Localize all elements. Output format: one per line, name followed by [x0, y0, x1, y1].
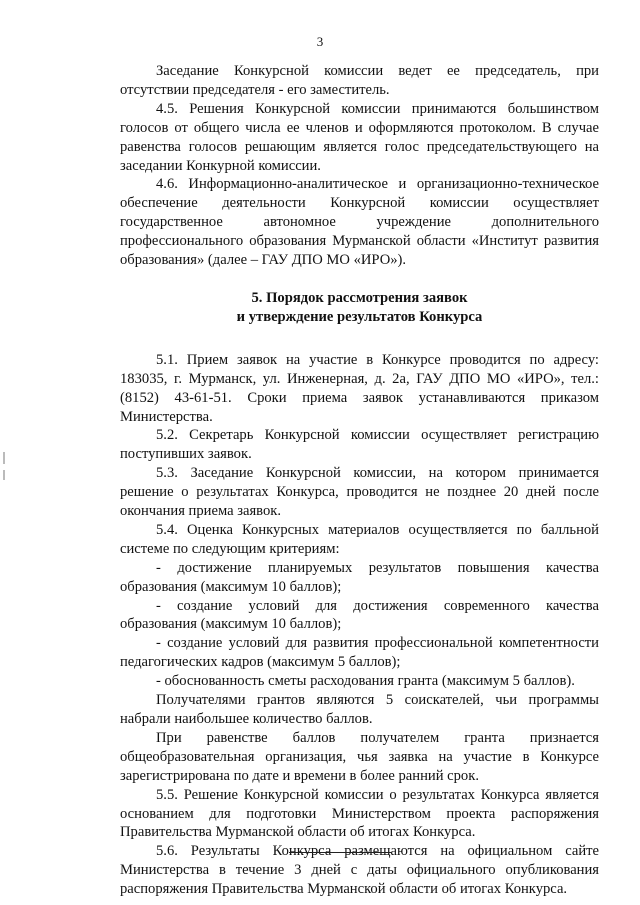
paragraph: 5.3. Заседание Конкурсной комиссии, на котором принимается решение о результатах Конкурса, проводится не позднее 20 дней после окончания приема заявок.: [120, 465, 599, 520]
paragraph: 5.2. Секретарь Конкурсной комиссии осуществляет регистрацию поступивших заявок.: [120, 427, 599, 463]
paragraph: 5.6. Результаты Конкурса размещаются на официальном сайте Министерства в течение 3 дней с даты официального опубликования распоряжения Правительства Мурманской области об итогах Конкурса.: [120, 843, 599, 898]
paragraph: При равенстве баллов получателем гранта признается общеобразовательная организация, чья заявка на участие в Конкурсе зарегистрирована по дате и времени в более ранний срок.: [120, 729, 599, 784]
page-number: 3: [316, 34, 324, 49]
paragraph: 5.1. Прием заявок на участие в Конкурсе проводится по адресу: 183035, г. Мурманск, ул. Инженерная, д. 2а, ГАУ ДПО МО «ИРО», тел.: (8152) 43-61-51. Сроки приема заявок устанавливаются приказом Министерства.: [120, 351, 599, 425]
paragraph: 4.6. Информационно-аналитическое и организационно-техническое обеспечение деятельности Конкурсной комиссии осуществляет государственное автономное учреждение дополнительного профессионального образования Мурманской области «Институт развития образования» (далее – ГАУ ДПО МО «ИРО»).: [120, 176, 599, 269]
section-title: 5. Порядок рассмотрения заявок: [251, 289, 468, 306]
paragraph: 4.5. Решения Конкурсной комиссии принимаются большинством голосов от общего числа ее членов и оформляются протоколом. В случае равенства голосов решающим является голос председательствующего на заседании Конкурной комиссии.: [120, 100, 599, 174]
criteria-item: - создание условий для развития профессиональной компетентности педагогических кадров (максимум 5 баллов);: [120, 635, 599, 671]
criteria-item: - достижение планируемых результатов повышения качества образования (максимум 10 баллов);: [120, 559, 599, 595]
paragraph: 5.5. Решение Конкурсной комиссии о результатах Конкурса является основанием для подготовки Министерством проекта распоряжения Правительства Мурманской области об итогах Конкурса.: [120, 786, 599, 841]
criteria-item: - создание условий для достижения современного качества образования (максимум 10 баллов);: [120, 597, 599, 633]
scan-edge-mark: [3, 470, 5, 480]
paragraph: Получателями грантов являются 5 соискателей, чьи программы набрали наибольшее количество баллов.: [120, 692, 599, 727]
paragraph: Заседание Конкурсной комиссии ведет ее председатель, при отсутствии председателя - его заместитель.: [120, 63, 599, 98]
document-body: [120, 62, 599, 899]
scan-edge-mark: [3, 452, 5, 464]
section-subtitle: и утверждение результатов Конкурса: [236, 308, 483, 325]
criteria-item: - обоснованность сметы расходования гранта (максимум 5 баллов).: [156, 673, 575, 690]
paragraph: 5.4. Оценка Конкурсных материалов осуществляется по балльной системе по следующим критериям:: [120, 521, 599, 557]
end-divider: [289, 852, 391, 853]
